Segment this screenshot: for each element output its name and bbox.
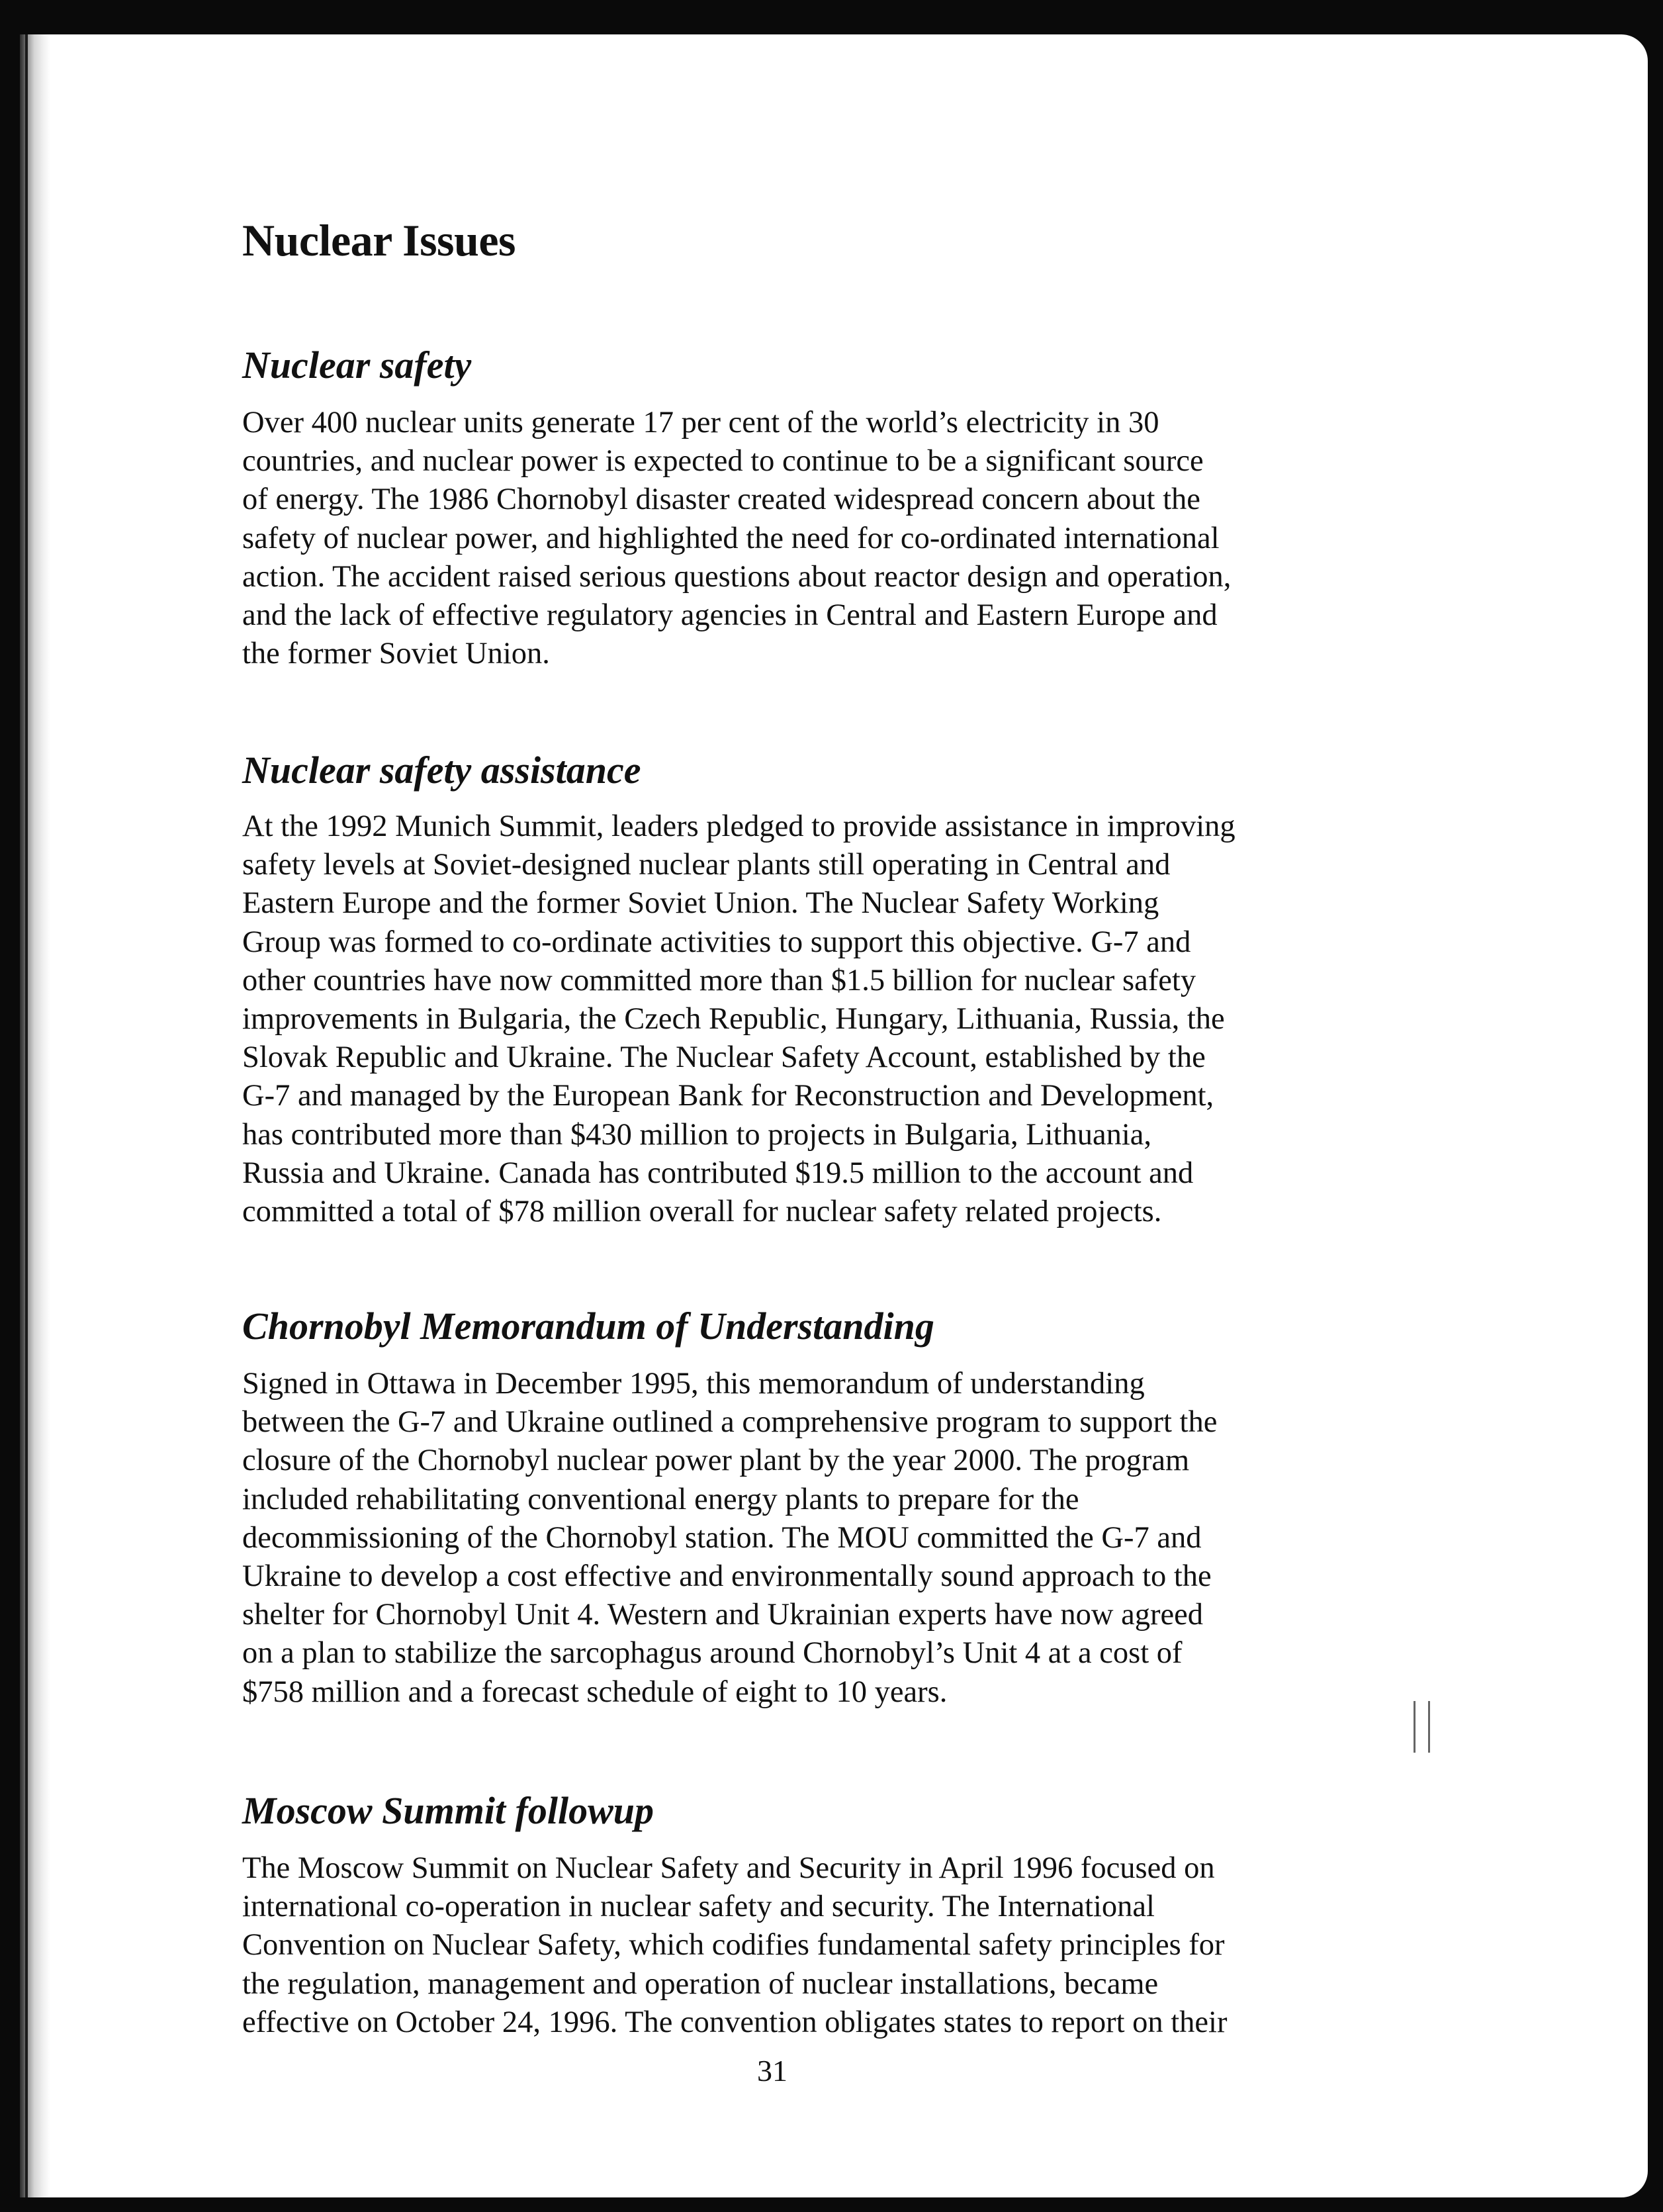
text-line: Over 400 nuclear units generate 17 per cent of the world’s electricity in 30 xyxy=(242,406,1159,439)
section-paragraph-nuclear-safety-assistance xyxy=(242,807,1380,1231)
section-heading-nuclear-safety: Nuclear safety xyxy=(242,344,472,387)
margin-scan-marks xyxy=(1411,1701,1437,1754)
text-line: of energy. The 1986 Chornobyl disaster created widespread concern about the xyxy=(242,483,1200,517)
section-heading-nuclear-safety-assistance: Nuclear safety assistance xyxy=(242,749,641,792)
text-line: At the 1992 Munich Summit, leaders pledged to provide assistance in improving xyxy=(242,809,1236,843)
text-line: Group was formed to co-ordinate activities to support this objective. G-7 and xyxy=(242,925,1191,959)
text-line: the former Soviet Union. xyxy=(242,637,550,671)
text-line: on a plan to stabilize the sarcophagus around Chornobyl’s Unit 4 at a cost of xyxy=(242,1636,1183,1671)
text-line: effective on October 24, 1996. The convention obligates states to report on their xyxy=(242,2005,1228,2039)
text-line: safety levels at Soviet-designed nuclear plants still operating in Central and xyxy=(242,848,1171,882)
document-page xyxy=(20,34,1648,2197)
text-line: shelter for Chornobyl Unit 4. Western and Ukrainian experts have now agreed xyxy=(242,1598,1203,1632)
text-line: has contributed more than $430 million to projects in Bulgaria, Lithuania, xyxy=(242,1117,1152,1152)
text-line: committed a total of $78 million overall for nuclear safety related projects. xyxy=(242,1195,1162,1229)
text-line: closure of the Chornobyl nuclear power plant by the year 2000. The program xyxy=(242,1444,1190,1478)
text-line: G-7 and managed by the European Bank for Reconstruction and Development, xyxy=(242,1079,1214,1113)
section-paragraph-chornobyl-mou xyxy=(242,1365,1380,1712)
text-line: action. The accident raised serious questions about reactor design and operation, xyxy=(242,559,1232,594)
text-line: decommissioning of the Chornobyl station. The MOU committed the G-7 and xyxy=(242,1520,1202,1555)
text-line: improvements in Bulgaria, the Czech Republic, Hungary, Lithuania, Russia, the xyxy=(242,1002,1225,1037)
text-line: Convention on Nuclear Safety, which codifies fundamental safety principles for xyxy=(242,1928,1225,1962)
section-paragraph-moscow-summit-followup xyxy=(242,1849,1380,2042)
binding-shadow-line xyxy=(25,34,28,2197)
page-number: 31 xyxy=(757,2054,787,2088)
text-line: international co-operation in nuclear safety and security. The International xyxy=(242,1890,1155,1924)
text-line: the regulation, management and operation of nuclear installations, became xyxy=(242,1966,1159,2001)
text-line: Ukraine to develop a cost effective and environmentally sound approach to the xyxy=(242,1559,1212,1594)
text-line: Slovak Republic and Ukraine. The Nuclear Safety Account, established by the xyxy=(242,1040,1206,1075)
page-binding-edge xyxy=(20,34,50,2197)
text-line: between the G-7 and Ukraine outlined a comprehensive program to support the xyxy=(242,1405,1218,1440)
text-line: Eastern Europe and the former Soviet Union. The Nuclear Safety Working xyxy=(242,886,1159,921)
text-line: The Moscow Summit on Nuclear Safety and Security in April 1996 focused on xyxy=(242,1851,1215,1885)
section-paragraph-nuclear-safety xyxy=(242,404,1380,673)
page-title: Nuclear Issues xyxy=(242,215,516,265)
text-line: safety of nuclear power, and highlighted the need for co-ordinated international xyxy=(242,521,1220,555)
text-line: and the lack of effective regulatory agencies in Central and Eastern Europe and xyxy=(242,598,1218,633)
section-heading-chornobyl-mou: Chornobyl Memorandum of Understanding xyxy=(242,1305,934,1348)
text-line: countries, and nuclear power is expected to continue to be a significant source xyxy=(242,444,1204,479)
section-heading-moscow-summit-followup: Moscow Summit followup xyxy=(242,1789,654,1832)
text-line: Russia and Ukraine. Canada has contributed $19.5 million to the account and xyxy=(242,1156,1194,1190)
text-line: other countries have now committed more than $1.5 billion for nuclear safety xyxy=(242,963,1196,997)
text-line: included rehabilitating conventional energy plants to prepare for the xyxy=(242,1482,1079,1516)
text-line: Signed in Ottawa in December 1995, this memorandum of understanding xyxy=(242,1367,1145,1401)
text-line: $758 million and a forecast schedule of eight to 10 years. xyxy=(242,1675,948,1709)
